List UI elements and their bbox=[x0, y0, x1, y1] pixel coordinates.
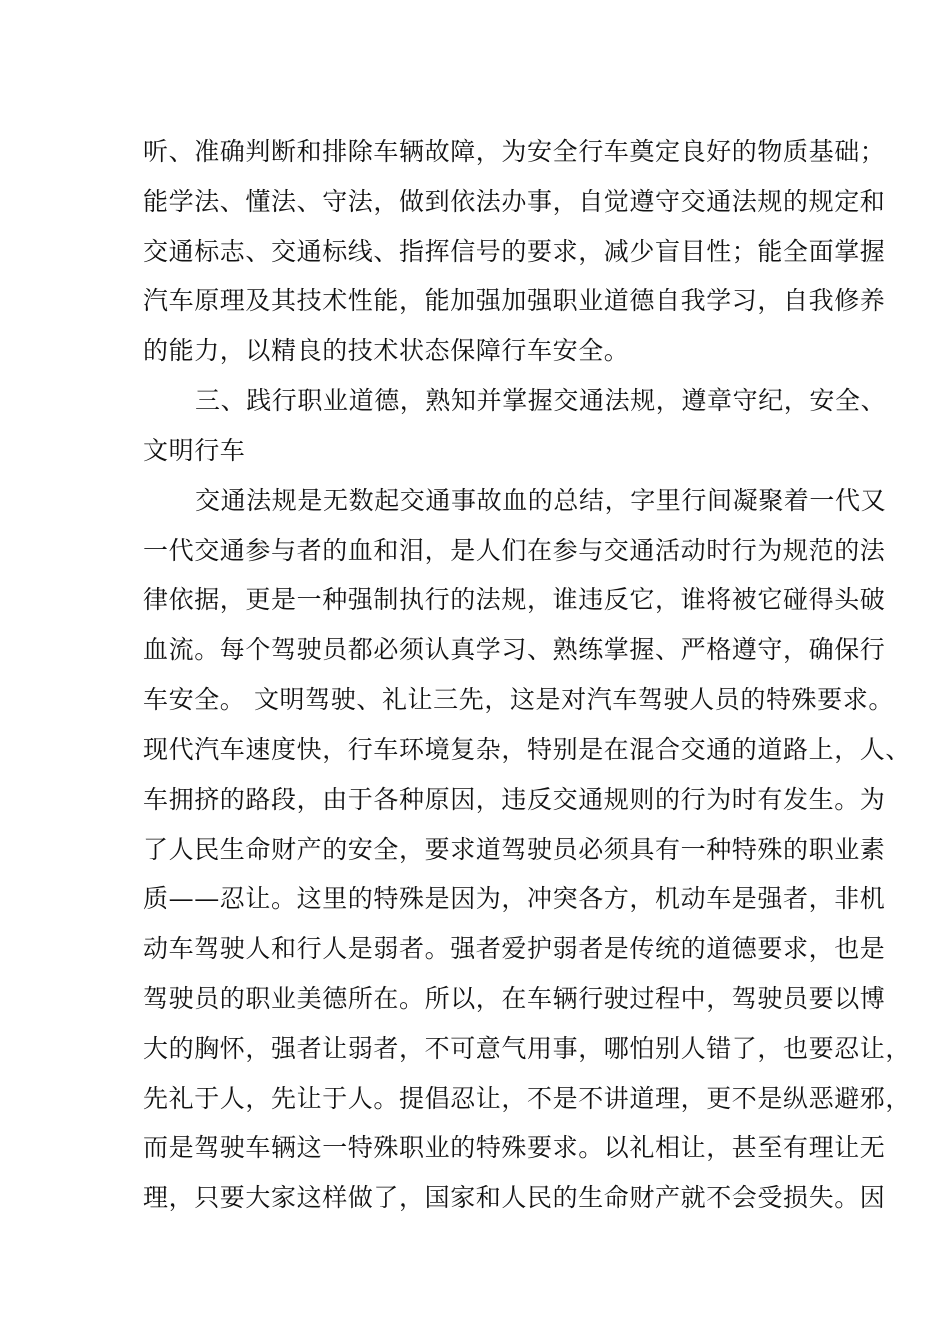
text-line: 动车驾驶人和行人是弱者。强者爱护弱者是传统的道德要求，也是 bbox=[143, 934, 886, 963]
text-line: 大的胸怀，强者让弱者，不可意气用事，哪怕别人错了，也要忍让， bbox=[143, 1034, 912, 1063]
text-line: 驾驶员的职业美德所在。所以，在车辆行驶过程中，驾驶员要以博 bbox=[143, 984, 886, 1013]
text-line: 听、准确判断和排除车辆故障，为安全行车奠定良好的物质基础； bbox=[143, 137, 886, 166]
text-line: 车拥挤的路段，由于各种原因，违反交通规则的行为时有发生。为 bbox=[143, 785, 886, 814]
text-line: 能学法、懂法、守法，做到依法办事，自觉遵守交通法规的规定和 bbox=[143, 187, 886, 216]
text-line: 血流。每个驾驶员都必须认真学习、熟练掌握、严格遵守，确保行 bbox=[143, 635, 886, 664]
text-line: 的能力，以精良的技术状态保障行车安全。 bbox=[143, 336, 630, 365]
text-line: 了人民生命财产的安全，要求道驾驶员必须具有一种特殊的职业素 bbox=[143, 835, 886, 864]
text-line: 车安全。 文明驾驶、礼让三先，这是对汽车驾驶人员的特殊要求。 bbox=[143, 685, 894, 714]
text-line: 质——忍让。这里的特殊是因为，冲突各方，机动车是强者，非机 bbox=[143, 884, 886, 913]
text-line: 交通标志、交通标线、指挥信号的要求，减少盲目性；能全面掌握 bbox=[143, 237, 886, 266]
text-line: 汽车原理及其技术性能，能加强加强职业道德自我学习，自我修养 bbox=[143, 286, 886, 315]
text-line: 理，只要大家这样做了，国家和人民的生命财产就不会受损失。因 bbox=[143, 1183, 886, 1212]
section-heading: 三、践行职业道德，熟知并掌握交通法规，遵章守纪，安全、 bbox=[195, 386, 887, 415]
section-heading-continued: 文明行车 bbox=[143, 436, 246, 465]
paragraph-start: 交通法规是无数起交通事故血的总结，字里行间凝聚着一代又 bbox=[195, 486, 887, 515]
text-line: 律依据，更是一种强制执行的法规，谁违反它，谁将被它碰得头破 bbox=[143, 585, 886, 614]
text-line: 而是驾驶车辆这一特殊职业的特殊要求。以礼相让，甚至有理让无 bbox=[143, 1133, 886, 1162]
text-line: 先礼于人，先让于人。提倡忍让，不是不讲道理，更不是纵恶避邪， bbox=[143, 1084, 912, 1113]
text-line: 现代汽车速度快，行车环境复杂，特别是在混合交通的道路上，人、 bbox=[143, 735, 912, 764]
text-line: 一代交通参与者的血和泪，是人们在参与交通活动时行为规范的法 bbox=[143, 536, 886, 565]
